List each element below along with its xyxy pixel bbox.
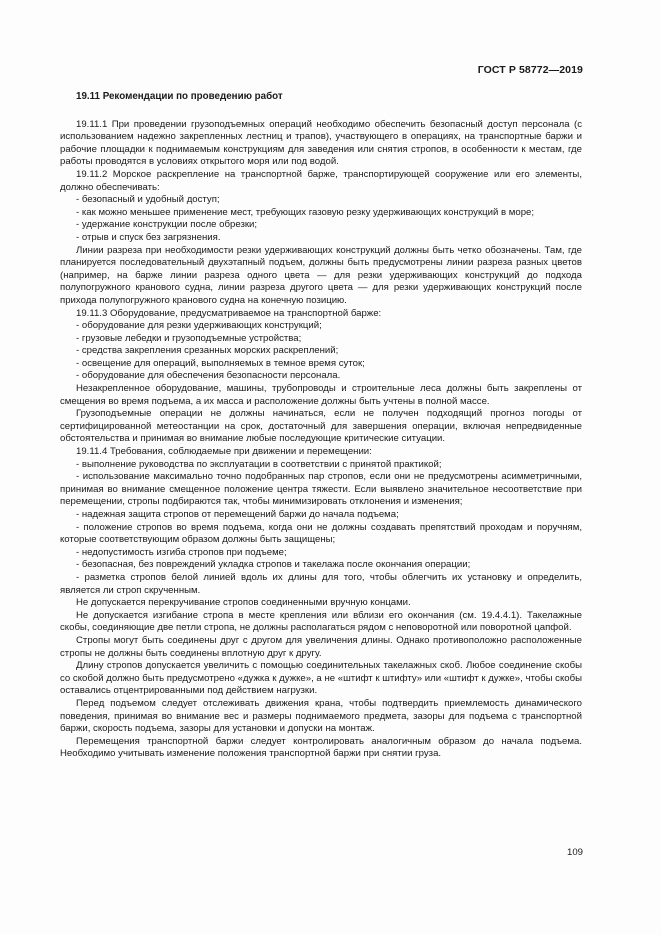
paragraph: Перед подъемом следует отслеживать движения крана, чтобы подтвердить приемлемость динамического поведения, принимая во внимание вес и размеры поднимаемого предмета, зазоры для подъема с транспортной баржи, скорость подъема, зазоры для установки и допуски на монтаж. (60, 697, 582, 735)
document-standard-number: ГОСТ Р 58772—2019 (477, 64, 583, 76)
paragraph: Длину стропов допускается увеличить с помощью соединительных такелажных скоб. Любое соединение скобы со скобой должно быть предусмотрено «дужка к дужке», а не «штифт к штифту» или «штифт к дужке», чтобы скобы оставались отцентрированными под действием нагрузки. (60, 660, 582, 697)
paragraph: Линии разреза при необходимости резки удерживающих конструкций должны быть четко обозначены. Там, где планируется последовательный двухэтапный подъем, должны быть предусмотрены линии разреза разных цветов (например, на барже линии разреза одного цвета — для резки удерживающих конструкций до подхода полупогружного кранового судна, линии разреза другого цвета — для резки удерживающих конструкций после прихода полупогружного кранового судна на конечную позицию. (60, 244, 582, 306)
list-item: - оборудование для обеспечения безопасности персонала. (76, 370, 341, 382)
paragraph: 19.11.1 При проведении грузоподъемных операций необходимо обеспечить безопасный доступ персонала (с использованием надежно закрепленных лестниц и трапов), участвующего в операциях, на транспортные баржи и рабочие площадки к поднимаемым конструкциям для заведения или снятия стропов, в особенности к местам, где работы проводятся в условиях открытого моря или под водой. (60, 118, 582, 168)
list-item: - как можно меньшее применение мест, требующих газовую резку удерживающих конструкций в море; (76, 206, 535, 218)
list-item: - удержание конструкции после обрезки; (76, 219, 258, 231)
list-item: - положение стропов во время подъема, когда они не должны создавать препятствий проходам и поручням, которые соответствующим образом должны быть защищены; (60, 521, 582, 546)
list-item: - разметка стропов белой линией вдоль их длины для того, чтобы облегчить их установку и определить, является ли строп скрученным. (60, 571, 582, 596)
list-item: - безопасная, без повреждений укладка стропов и такелажа после окончания операции; (76, 559, 471, 571)
paragraph: Грузоподъемные операции не должны начинаться, если не получен подходящий прогноз погоды от сертифицированной метеостанции на срок, достаточный для завершения операции, включая непредвиденные обстоятельства и принимая во внимание любые последующие критические ситуации. (60, 408, 582, 445)
section-body (60, 91, 582, 761)
list-item: - безопасный и удобный доступ; (76, 194, 220, 206)
paragraph: Не допускается перекручивание стропов соединенными вручную концами. (76, 597, 411, 609)
paragraph: Стропы могут быть соединены друг с другом для увеличения длины. Однако противоположно расположенные стропы не должны быть соединены вплотную друг к другу. (60, 634, 582, 659)
paragraph: Перемещения транспортной баржи следует контролировать аналогичным образом до начала подъема. Необходимо учитывать изменение положения транспортной баржи при снятии груза. (60, 735, 582, 760)
list-item: - освещение для операций, выполняемых в темное время суток; (76, 357, 365, 369)
paragraph: 19.11.2 Морское раскрепление на транспортной барже, транспортирующей сооружение или его элементы, должно обеспечивать: (60, 168, 582, 193)
list-item: - грузовые лебедки и грузоподъемные устройства; (76, 332, 302, 344)
paragraph: 19.11.4 Требования, соблюдаемые при движении и перемещении: (76, 446, 372, 458)
list-item: - недопустимость изгиба стропов при подъеме; (76, 546, 287, 558)
paragraph: Не допускается изгибание стропа в месте крепления или вблизи его окончания (см. 19.4.4.1). Такелажные скобы, соединяющие две петли стропа, не должны располагаться рядом с неповоротной или поворотной цапфой. (60, 609, 582, 634)
list-item: - надежная защита стропов от перемещений баржи до начала подъема; (76, 509, 399, 520)
page-number: 109 (566, 847, 583, 858)
paragraph: Незакрепленное оборудование, машины, трубопроводы и строительные леса должны быть закреплены от смещения во время подъема, а их масса и расположение должны быть учтены в полной массе. (60, 383, 582, 407)
paragraph: 19.11.3 Оборудование, предусматриваемое на транспортной барже: (76, 307, 382, 319)
list-item: - использование максимально точно подобранных пар стропов, если они не предусмотрены асимметричными, принимая во внимание смещенное положение центра тяжести. Если выявлено значительное несоответствие при перемещении, стропы подбираются так, чтобы минимизировать отклонения и изменения; (60, 471, 582, 508)
list-item: - оборудование для резки удерживающих конструкций; (76, 320, 322, 332)
section-heading: 19.11 Рекомендации по проведению работ (76, 91, 283, 102)
list-item: - средства закрепления срезанных морских раскреплений; (76, 345, 339, 357)
list-item: - отрыв и спуск без загрязнения. (76, 231, 221, 243)
list-item: - выполнение руководства по эксплуатации в соответствии с принятой практикой; (76, 458, 442, 470)
